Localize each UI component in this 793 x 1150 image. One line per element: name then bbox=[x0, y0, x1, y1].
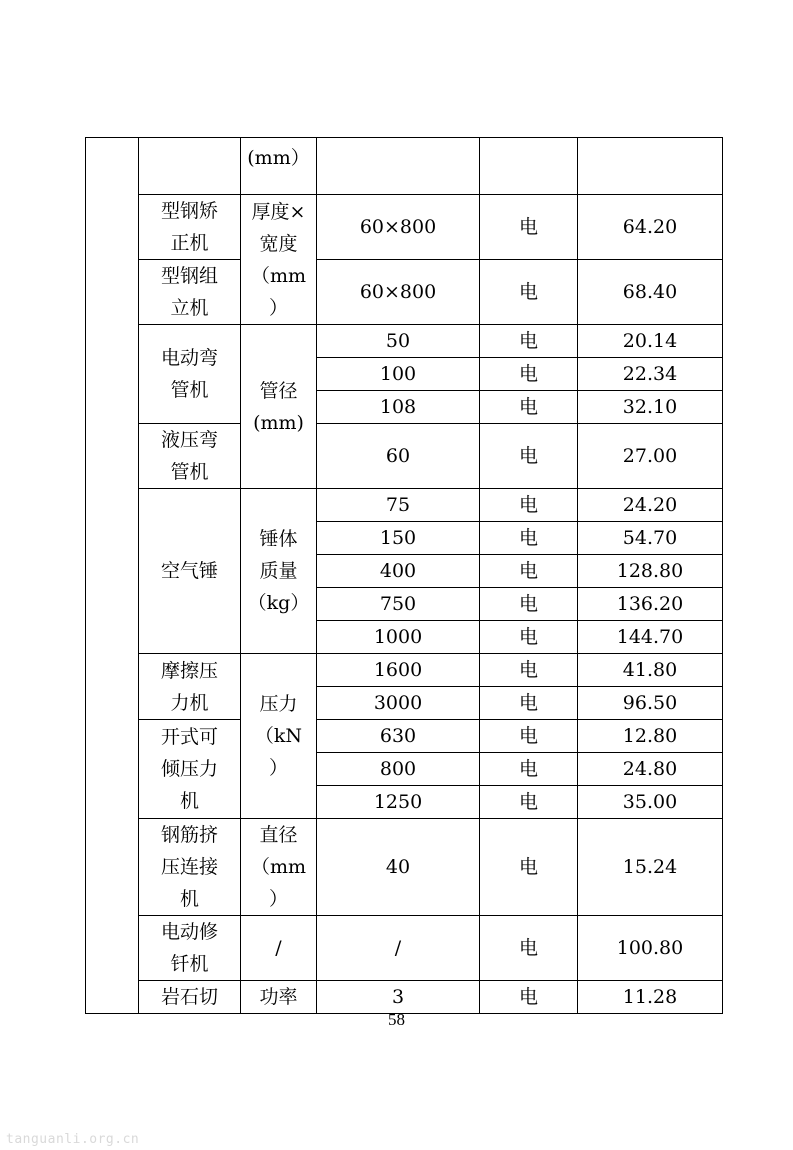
spec-name-cell: / bbox=[241, 916, 317, 981]
price-cell: 68.40 bbox=[578, 260, 723, 325]
equipment-name-cell: 电动修 钎机 bbox=[139, 916, 241, 981]
price-cell: 22.34 bbox=[578, 358, 723, 391]
equipment-name-cell: 电动弯 管机 bbox=[139, 325, 241, 424]
power-type-cell: 电 bbox=[480, 753, 578, 786]
power-type-cell: 电 bbox=[480, 916, 578, 981]
table-row bbox=[86, 981, 723, 1014]
spec-value-cell: / bbox=[317, 916, 480, 981]
price-cell: 144.70 bbox=[578, 621, 723, 654]
power-type-cell: 电 bbox=[480, 981, 578, 1014]
power-type-cell: 电 bbox=[480, 260, 578, 325]
spec-value-cell: 1250 bbox=[317, 786, 480, 819]
table-row bbox=[86, 654, 723, 687]
price-cell: 100.80 bbox=[578, 916, 723, 981]
equipment-name-cell: 空气锤 bbox=[139, 489, 241, 654]
power-type-cell: 电 bbox=[480, 522, 578, 555]
price-cell: 136.20 bbox=[578, 588, 723, 621]
spec-value-cell bbox=[317, 138, 480, 195]
spec-name-cell: 管径 (mm) bbox=[241, 325, 317, 489]
price-cell: 32.10 bbox=[578, 391, 723, 424]
equipment-name-cell: 液压弯 管机 bbox=[139, 424, 241, 489]
spec-value-cell: 100 bbox=[317, 358, 480, 391]
price-cell: 96.50 bbox=[578, 687, 723, 720]
spec-value-cell: 108 bbox=[317, 391, 480, 424]
spec-value-cell: 75 bbox=[317, 489, 480, 522]
spec-name-cell: 锤体 质量 （kg） bbox=[241, 489, 317, 654]
equipment-name-cell bbox=[139, 138, 241, 195]
spec-name-cell: 功率 bbox=[241, 981, 317, 1014]
spec-value-cell: 3000 bbox=[317, 687, 480, 720]
equipment-name-cell: 摩擦压 力机 bbox=[139, 654, 241, 720]
table-row bbox=[86, 916, 723, 981]
spec-value-cell: 60×800 bbox=[317, 260, 480, 325]
price-cell: 15.24 bbox=[578, 819, 723, 916]
equipment-price-table bbox=[85, 137, 723, 1014]
watermark-text: tanguanli.org.cn bbox=[6, 1132, 140, 1147]
price-cell: 24.80 bbox=[578, 753, 723, 786]
spec-value-cell: 1000 bbox=[317, 621, 480, 654]
table-row bbox=[86, 195, 723, 260]
spec-value-cell: 150 bbox=[317, 522, 480, 555]
spec-value-cell: 60 bbox=[317, 424, 480, 489]
price-cell: 64.20 bbox=[578, 195, 723, 260]
price-cell: 11.28 bbox=[578, 981, 723, 1014]
spec-value-cell: 40 bbox=[317, 819, 480, 916]
power-type-cell: 电 bbox=[480, 786, 578, 819]
power-type-cell: 电 bbox=[480, 358, 578, 391]
spec-value-cell: 50 bbox=[317, 325, 480, 358]
table-row bbox=[86, 138, 723, 195]
equipment-name-cell: 型钢矫 正机 bbox=[139, 195, 241, 260]
table-row bbox=[86, 489, 723, 522]
power-type-cell: 电 bbox=[480, 588, 578, 621]
spec-name-cell: 直径 （mm ） bbox=[241, 819, 317, 916]
power-type-cell: 电 bbox=[480, 391, 578, 424]
table-row bbox=[86, 424, 723, 489]
price-cell: 12.80 bbox=[578, 720, 723, 753]
power-type-cell: 电 bbox=[480, 819, 578, 916]
spec-value-cell: 3 bbox=[317, 981, 480, 1014]
table-row bbox=[86, 819, 723, 916]
page-number: 58 bbox=[388, 1010, 405, 1029]
table-row bbox=[86, 260, 723, 325]
spec-unit-cell: (mm） bbox=[241, 138, 317, 195]
table-row bbox=[86, 720, 723, 753]
price-cell: 27.00 bbox=[578, 424, 723, 489]
equipment-name-cell: 开式可 倾压力 机 bbox=[139, 720, 241, 819]
equipment-name-cell: 钢筋挤 压连接 机 bbox=[139, 819, 241, 916]
spec-value-cell: 1600 bbox=[317, 654, 480, 687]
power-type-cell: 电 bbox=[480, 424, 578, 489]
table-row bbox=[86, 325, 723, 358]
power-type-cell: 电 bbox=[480, 654, 578, 687]
first-column-cell bbox=[86, 138, 139, 1014]
power-type-cell: 电 bbox=[480, 195, 578, 260]
power-type-cell: 电 bbox=[480, 621, 578, 654]
spec-name-cell: 厚度× 宽度 （mm ） bbox=[241, 195, 317, 325]
power-type-cell bbox=[480, 138, 578, 195]
power-type-cell: 电 bbox=[480, 325, 578, 358]
spec-value-cell: 750 bbox=[317, 588, 480, 621]
spec-value-cell: 800 bbox=[317, 753, 480, 786]
spec-value-cell: 60×800 bbox=[317, 195, 480, 260]
power-type-cell: 电 bbox=[480, 687, 578, 720]
price-cell: 35.00 bbox=[578, 786, 723, 819]
price-cell: 128.80 bbox=[578, 555, 723, 588]
spec-name-cell: 压力 （kN ） bbox=[241, 654, 317, 819]
power-type-cell: 电 bbox=[480, 489, 578, 522]
price-cell: 20.14 bbox=[578, 325, 723, 358]
equipment-name-cell: 型钢组 立机 bbox=[139, 260, 241, 325]
power-type-cell: 电 bbox=[480, 720, 578, 753]
price-cell: 41.80 bbox=[578, 654, 723, 687]
price-cell: 24.20 bbox=[578, 489, 723, 522]
power-type-cell: 电 bbox=[480, 555, 578, 588]
equipment-name-cell: 岩石切 bbox=[139, 981, 241, 1014]
price-cell bbox=[578, 138, 723, 195]
spec-value-cell: 630 bbox=[317, 720, 480, 753]
spec-value-cell: 400 bbox=[317, 555, 480, 588]
price-cell: 54.70 bbox=[578, 522, 723, 555]
